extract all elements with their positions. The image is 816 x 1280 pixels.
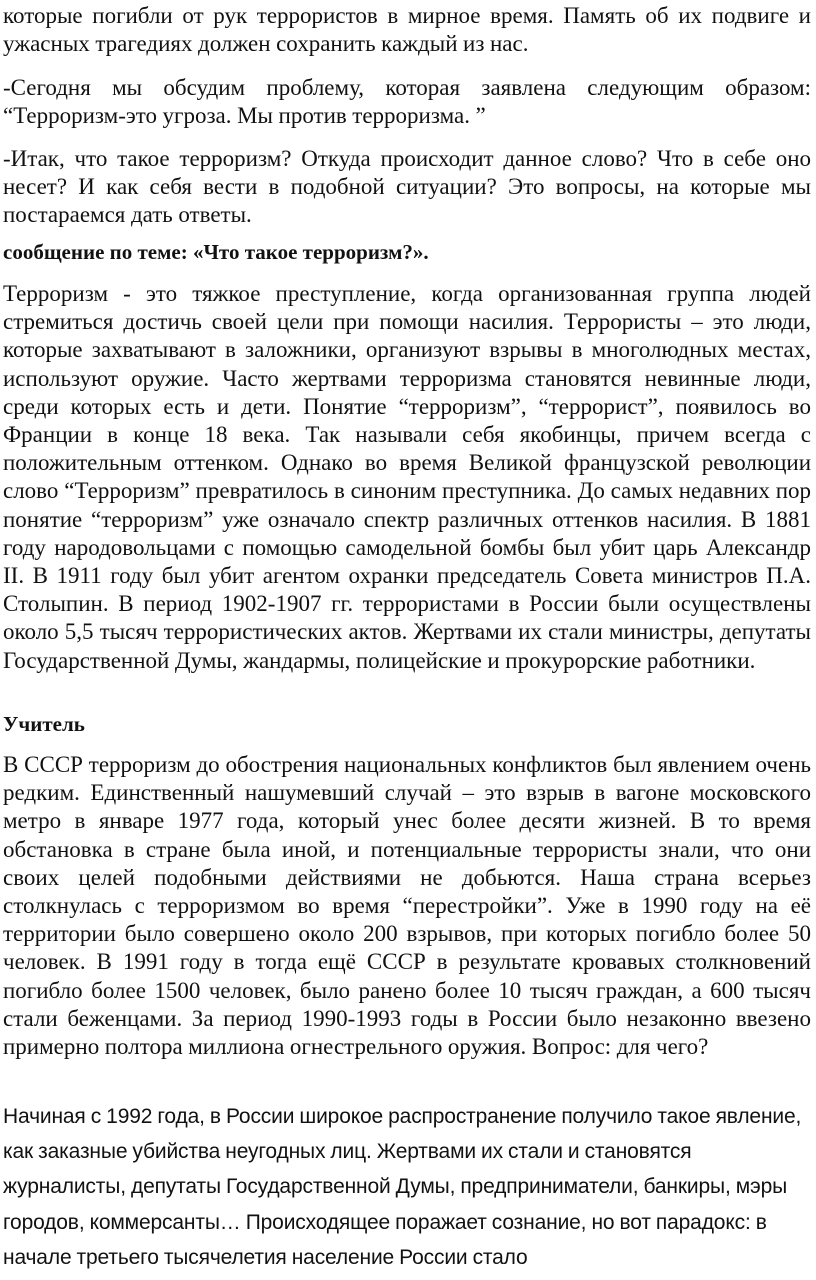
paragraph-intro-questions: -Итак, что такое терроризм? Откуда происходит данное слово? Что в себе оно несет? И как себя вести в подобной ситуации? Это вопросы, на которые мы постараемся дать ответы. [3,146,811,228]
paragraph-ussr-history: В СССР терроризм до обострения национальных конфликтов был явлением очень редким. Единственный нашумевший случай – это взрыв в вагоне московского метро в январе 1977 года, который унес более десяти жизней. В то время обстановка в стране была иной, и потенциальные террористы знали, что они своих целей подобными действиями не добьются. Наша страна всерьез столкнулась с терроризмом во время “перестройки”. Уже в 1990 году на её территории было совершено около 200 взрывов, при которых погибло более 50 человек. В 1991 году в тогда ещё СССР в результате кровавых столкновений погибло более 1500 человек, было ранено более 10 тысяч граждан, а 600 тысяч стали беженцами. За период 1990-1993 годы в России было незаконно ввезено примерно полтора миллиона огнестрельного оружия. Вопрос: для чего? [3,752,811,1060]
paragraph-memory: которые погибли от рук террористов в мирное время. Память об их подвиге и ужасных трагедиях должен сохранить каждый из нас. [3,3,811,57]
paragraph-terrorism-definition: Терроризм - это тяжкое преступление, когда организованная группа людей стремиться достичь своей цели при помощи насилия. Террористы – это люди, которые захватывают в заложники, организуют взрывы в многолюдных местах, используют оружие. Часто жертвами терроризма становятся невинные люди, среди которых есть и дети. Понятие “терроризм”, “террорист”, появилось во Франции в конце 18 века. Так называли себя якобинцы, причем всегда с положительным оттенком. Однако во время Великой французской революции слово “Терроризм” превратилось в синоним преступника. До самых недавних пор понятие “терроризм” уже означало спектр различных оттенков насилия. В 1881 году народовольцами с помощью самодельной бомбы был убит царь Александр II. В 1911 году был убит агентом охранки председатель Совета министров П.А. Столыпин. В период 1902-1907 гг. террористами в России были осуществлены около 5,5 тысяч террористических актов. Жертвами их стали министры, депутаты Государственной Думы, жандармы, полицейские и прокурорские работники. [3,281,811,673]
paragraph-topic-statement: -Сегодня мы обсудим проблему, которая заявлена следующим образом: “Терроризм-это угроза. Мы против терроризма. ” [3,75,811,129]
heading-teacher: Учитель [3,712,85,736]
heading-message-topic: сообщение по теме: «Что такое терроризм?». [3,240,429,264]
paragraph-contract-killings: Начиная с 1992 года, в России широкое распространение получило такое явление, как заказные убийства неугодных лиц. Жертвами их стали и становятся журналисты, депутаты Государственной Думы, предприниматели, банкиры, мэры городов, коммерсанты… Происходящее поражает сознание, но вот парадокс: в начале третьего тысячелетия население России стало [3,1105,802,1269]
